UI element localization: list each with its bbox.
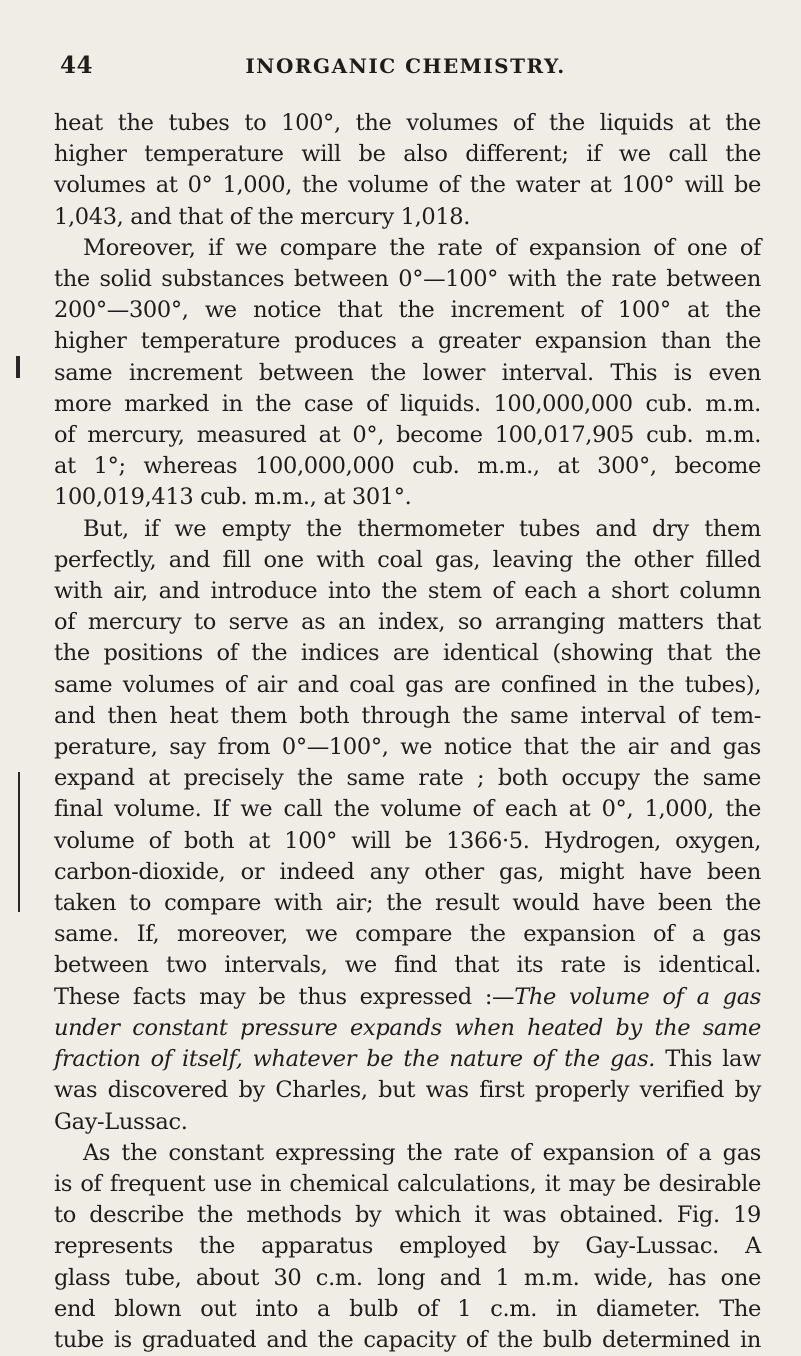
text-line: carbon-dioxide, or indeed any other gas, might have been <box>54 858 761 885</box>
text-line: the positions of the indices are identical (showing that the <box>54 640 761 667</box>
text-line: between two intervals, we find that its rate is identical. <box>54 952 761 979</box>
running-head <box>60 52 751 82</box>
text-line: was discovered by Charles, but was first properly verified by <box>54 1077 761 1104</box>
text-line: at 1°; whereas 100,000,000 cub. m.m., at 300°, become <box>54 453 761 480</box>
text-line: represents the apparatus employed by Gay-Lussac. A <box>54 1233 761 1260</box>
margin-mark <box>16 356 20 378</box>
text-line: of mercury to serve as an index, so arranging matters that <box>54 609 761 636</box>
text-line: heat the tubes to 100°, the volumes of the liquids at the <box>54 110 761 136</box>
paragraph-start-line: Moreover, if we compare the rate of expansion of one of <box>83 234 761 261</box>
text-line: Gay-Lussac. <box>54 1108 188 1135</box>
text-line: expand at precisely the same rate ; both occupy the same <box>54 765 761 792</box>
text-line: taken to compare with air; the result would have been the <box>54 890 761 917</box>
paragraph-start-line: As the constant expressing the rate of expansion of a gas <box>83 1139 761 1166</box>
law-statement-italic: The volume of a gas <box>514 983 761 1010</box>
text-line: glass tube, about 30 c.m. long and 1 m.m. wide, has one <box>54 1264 761 1291</box>
text-line: is of frequent use in chemical calculations, it may be desirable <box>54 1170 761 1197</box>
text-line: volumes at 0° 1,000, the volume of the water at 100° will be <box>54 172 761 199</box>
running-title: INORGANIC CHEMISTRY. <box>245 54 566 78</box>
text-line: same volumes of air and coal gas are confined in the tubes), <box>54 671 761 698</box>
text-line: These facts may be thus expressed :—The volume of a gas <box>54 983 761 1010</box>
text-line: more marked in the case of liquids. 100,000,000 cub. m.m. <box>54 390 761 417</box>
text-line: with air, and introduce into the stem of each a short column <box>54 578 761 605</box>
paragraph-start-line: But, if we empty the thermometer tubes and dry them <box>83 515 761 542</box>
text-line: 1,043, and that of the mercury 1,018. <box>54 203 471 230</box>
text-line: same. If, moreover, we compare the expansion of a gas <box>54 921 761 948</box>
text-line: tube is graduated and the capacity of the bulb determined in <box>54 1326 761 1353</box>
text-line: of mercury, measured at 0°, become 100,017,905 cub. m.m. <box>54 422 761 449</box>
body-text <box>54 108 761 1356</box>
text-line <box>54 1013 761 1044</box>
text-line: the solid substances between 0°—100° with the rate between <box>54 266 761 293</box>
margin-mark <box>18 772 20 912</box>
law-statement-italic: fraction of itself, whatever be the nature of the gas. <box>54 1046 656 1073</box>
text-line: volume of both at 100° will be 1366·5. Hydrogen, oxygen, <box>54 827 761 854</box>
text-line: higher temperature will be also different; if we call the <box>54 141 761 168</box>
text-line: fraction of itself, whatever be the nature of the gas. This law <box>54 1046 761 1073</box>
text-line: same increment between the lower interval. This is even <box>54 359 761 386</box>
text-line: perfectly, and fill one with coal gas, leaving the other filled <box>54 546 761 573</box>
page-number: 44 <box>60 52 94 79</box>
text-line: 200°—300°, we notice that the increment of 100° at the <box>54 297 761 324</box>
text-line: higher temperature produces a greater expansion than the <box>54 328 761 355</box>
text-line: to describe the methods by which it was obtained. Fig. 19 <box>54 1202 761 1229</box>
text-line: end blown out into a bulb of 1 c.m. in diameter. The <box>54 1295 761 1322</box>
text-line: 100,019,413 cub. m.m., at 301°. <box>54 484 412 511</box>
text-line: final volume. If we call the volume of each at 0°, 1,000, the <box>54 796 761 823</box>
text-line: and then heat them both through the same interval of tem- <box>54 702 761 729</box>
law-statement-italic: under constant pressure expands when heated by the same <box>54 1014 761 1041</box>
text-line: perature, say from 0°—100°, we notice that the air and gas <box>54 734 761 761</box>
